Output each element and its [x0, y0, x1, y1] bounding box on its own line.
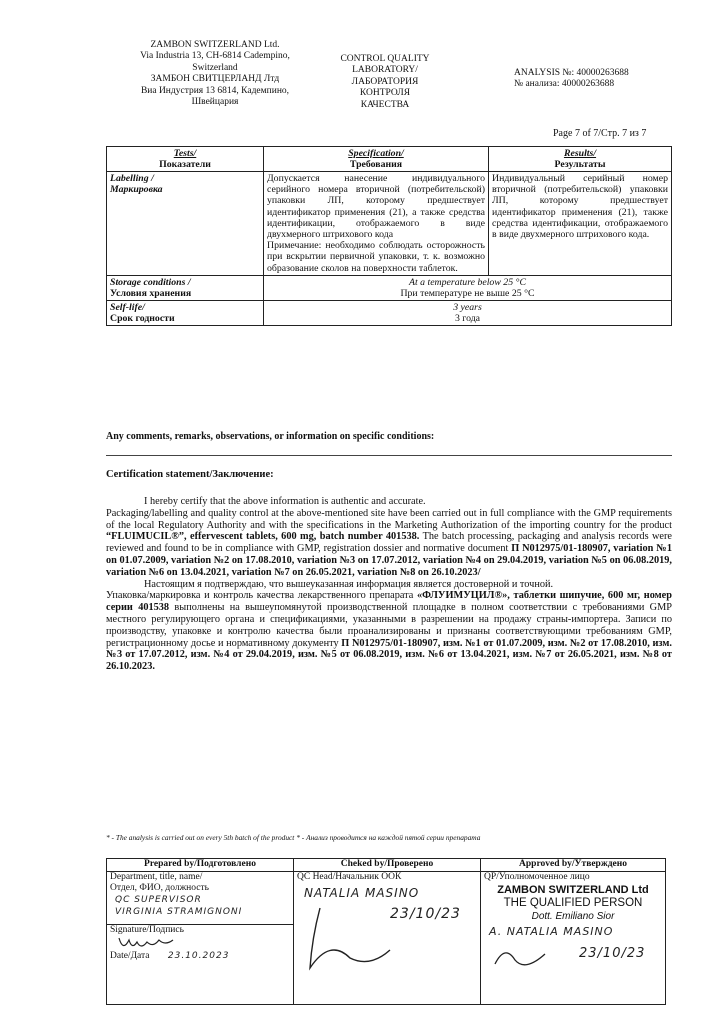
cert-en-product: “FLUIMUCIL®”, effervescent tablets, 600 mg, batch number 401538. — [106, 531, 420, 543]
results-header-ru: Результаты — [554, 159, 606, 170]
company-line: Швейцария — [191, 97, 239, 108]
labelling-result-cell — [489, 172, 672, 276]
lab-line: LABORATORY/ — [352, 65, 418, 76]
labelling-spec-cell — [264, 172, 489, 276]
shelf-spec-ru: 3 года — [454, 312, 481, 324]
lab-line: КАЧЕСТВА — [360, 99, 410, 110]
table-row — [107, 300, 672, 325]
company-line: ЗАМБОН СВИТЦЕРЛАНД Лтд — [150, 74, 280, 85]
dept-label-en: Department, title, name/ — [110, 872, 203, 882]
shelf-spec-en: 3 years — [453, 301, 482, 313]
test-name-cell — [107, 300, 264, 325]
checked-signature-area — [294, 900, 480, 986]
stamp-company: ZAMBON SWITZERLAND Ltd — [497, 884, 649, 896]
checked-role: QC Head/Начальник ООК — [297, 872, 402, 882]
prepared-name-handwritten: VIRGINIA STRAMIGNONI — [115, 907, 243, 917]
prepared-title-handwritten: QC SUPERVISOR — [115, 895, 202, 905]
specification-header-en: Specification/ — [348, 148, 404, 159]
specification-table — [106, 146, 672, 326]
table-row — [107, 275, 672, 300]
date-field — [107, 951, 293, 961]
shelf-test-en: Self-life/ — [110, 301, 145, 313]
signature-table — [106, 858, 666, 1005]
stamp-name: Dott. Emiliano Sior — [531, 911, 615, 922]
comments-label: Any comments, remarks, observations, or information on specific conditions: — [106, 431, 435, 442]
specification-header — [264, 147, 489, 172]
lab-block — [330, 54, 440, 111]
cert-ru-p1: Настоящим я подтверждаю, что вышеуказанная информация является достоверной и точной. — [144, 578, 554, 590]
checked-cell — [294, 872, 481, 1005]
page-number: Page 7 of 7/Стр. 7 из 7 — [553, 128, 647, 139]
labelling-spec-note: Примечание: необходимо соблюдать осторожность при вскрытии первичной упаковки, т. к. возможно образование сколов на поверхности таблеток. — [267, 240, 485, 274]
cert-en-p1: I hereby certify that the above information is authentic and accurate. — [144, 496, 426, 507]
storage-test-en: Storage conditions / — [110, 276, 191, 288]
company-address-block — [112, 40, 318, 108]
test-name-cell — [107, 275, 264, 300]
cert-ru-p2 — [106, 590, 672, 673]
analysis-number-en: ANALYSIS №: 40000263688 — [514, 68, 629, 78]
qp-stamp — [481, 884, 665, 923]
prepared-handwriting — [107, 894, 293, 918]
cert-ru-variations: П N012975/01-180907, изм. №1 от 01.07.2009, изм. №2 от 17.08.2010, изм. №3 от 17.07.2012, изм. №4 от 29.04.2019, изм. №5 от 06.08.2019, изм. №6 от 13.04.2021, изм. №7 от 26.05.2021, изм. №8 от 26.10.2023. — [106, 637, 672, 673]
approved-date: 23/10/23 — [579, 946, 646, 961]
analysis-number-ru: № анализа: 40000263688 — [514, 79, 615, 90]
lab-line: ЛАБОРАТОРИЯ КОНТРОЛЯ — [351, 76, 419, 99]
divider — [106, 455, 672, 456]
approved-role: QP/Уполномоченное лицо — [484, 872, 590, 882]
analysis-number-block — [514, 68, 694, 91]
company-line: Виа Индустрия 13 6814, Кадемпино, — [140, 85, 290, 96]
stamp-title: THE QUALIFIED PERSON — [503, 897, 643, 909]
checked-name-handwritten: NATALIA MASINO — [304, 886, 420, 900]
storage-spec-ru: При температуре не выше 25 °C — [400, 287, 535, 299]
tests-header-ru: Показатели — [159, 159, 211, 170]
test-name-cell — [107, 172, 264, 276]
dept-label-ru: Отдел, ФИО, должность — [110, 883, 209, 893]
cert-en-p2 — [106, 508, 672, 579]
cert-ru-text: Упаковка/маркировка и контроль качества лекарственного препарата — [106, 590, 418, 602]
cert-en-variations: П N012975/01-180907, variation №1 on 01.07.2009, variation №2 on 17.08.2010, variation №3 on 17.07.2012, variation №4 on 29.04.2019, variation №5 on 06.08.2019, variation №6 on 13.04.2021, variation №7 on 26.05.2021, variation №8 on 26.10.2023/ — [106, 543, 672, 578]
signature-header-row — [107, 859, 666, 872]
specification-header-ru: Требования — [349, 159, 403, 170]
prepared-cell — [107, 872, 294, 1005]
prepared-date: 23.10.2023 — [167, 951, 230, 961]
signature-label: Signature/Подпись — [110, 925, 184, 935]
approved-header: Approved by/Утверждено — [481, 859, 666, 872]
results-header-en: Results/ — [563, 148, 597, 159]
cert-en-text2: The batch processing, packaging and analysis records were reviewed and found to be in compliance with GMP, registration dossier and normative document — [106, 531, 672, 555]
checked-header: Cheked by/Проверено — [294, 859, 481, 872]
cert-ru-text2: выполнены на вышеупомянутой производственной площадке в полном соответствии с требованиями GMP местного регулирующего органа и спецификациями, указанными в разрешении на продажу страны-импортера. Записи по производству, упаковке и контролю качества были проанализированы и признаны соответствующими требованиям GMP, регистрационному досье и нормативному документу — [106, 602, 672, 649]
approved-signature-icon — [491, 940, 551, 970]
approved-name-handwritten: A. NATALIA MASINO — [489, 925, 614, 938]
storage-spec-en: At a temperature below 25 °C — [408, 276, 527, 288]
prepared-header: Prepared by/Подготовлено — [107, 859, 294, 872]
company-line: ZAMBON SWITZERLAND Ltd. — [150, 40, 280, 50]
company-line: Switzerland — [192, 62, 238, 73]
checked-date: 23/10/23 — [390, 906, 461, 922]
cert-ru-product: «ФЛУИМУЦИЛ®», таблетки шипучие, 600 мг, номер серии 401538 — [106, 590, 672, 614]
labelling-test-en: Labelling / — [110, 173, 154, 184]
lab-line: CONTROL QUALITY — [340, 54, 430, 64]
date-label: Date/Дата — [110, 951, 150, 961]
storage-test-ru: Условия хранения — [110, 287, 192, 299]
footnote: * - The analysis is carried out on every 5th batch of the product * - Анализ проводится на каждой пятой серии препарата — [106, 833, 481, 842]
checked-signature-icon — [302, 902, 398, 982]
certification-title: Certification statement/Заключение: — [106, 469, 274, 480]
signature-body-row — [107, 872, 666, 1005]
tests-header-en: Tests/ — [173, 148, 197, 159]
certification-statement — [106, 496, 672, 673]
company-line: Via Industria 13, CH-6814 Cadempino, — [140, 51, 290, 62]
tests-header — [107, 147, 264, 172]
table-row — [107, 172, 672, 276]
labelling-test-ru: Маркировка — [110, 184, 163, 195]
signature-field — [107, 924, 293, 951]
labelling-spec-text: Допускается нанесение индивидуального серийного номера вторичной (потребительской) упаковки ЛП, которому предшествует идентификатор применения (21), а также средства идентификации, отображаемого в виде двухмерного штрихового кода — [267, 173, 485, 241]
storage-spec-cell — [264, 275, 672, 300]
results-header — [489, 147, 672, 172]
shelf-spec-cell — [264, 300, 672, 325]
dept-label — [107, 872, 293, 894]
approved-date-area — [481, 938, 665, 972]
approved-cell — [481, 872, 666, 1005]
cert-en-text: Packaging/labelling and quality control at the above-mentioned site have been carried out in full compliance with the GMP requirements of the local Regulatory Authority and with the specifications in the Marketing Authorization of the importing country for the product — [106, 507, 672, 531]
table-header-row — [107, 147, 672, 172]
labelling-result-text: Индивидуальный серийный номер вторичной (потребительской) упаковки ЛП, которому предшествует идентификатор применения (21), также средства идентификации, отображаемого в виде двухмерного штрихового кода. — [492, 173, 668, 241]
shelf-test-ru: Срок годности — [110, 312, 175, 324]
